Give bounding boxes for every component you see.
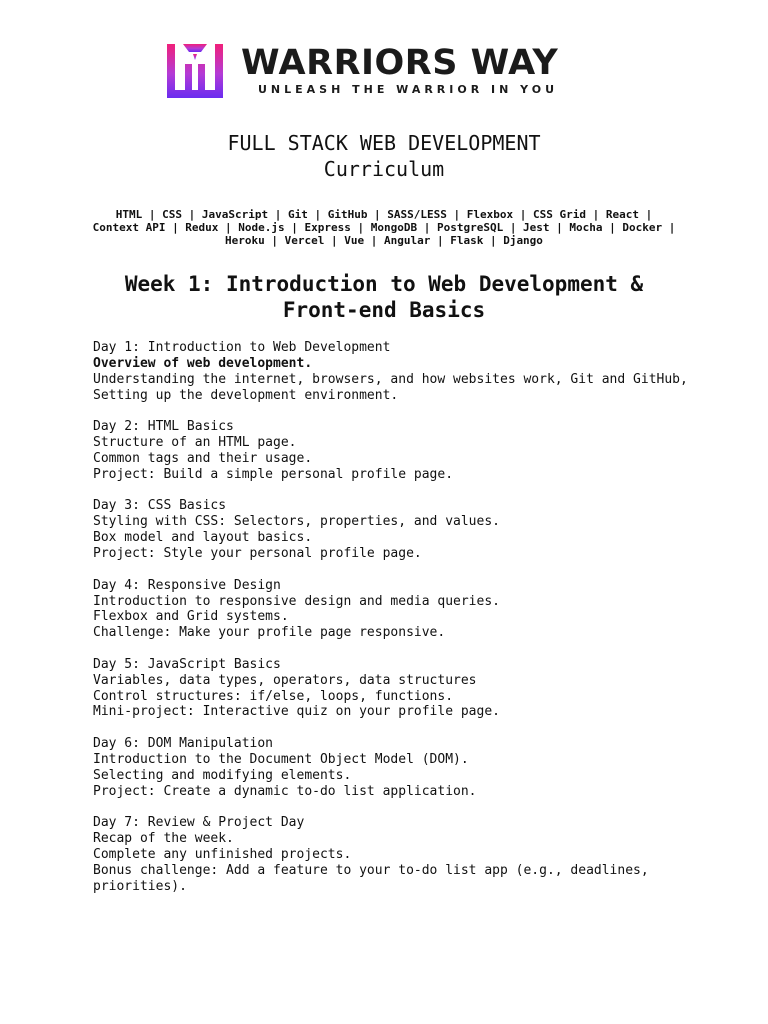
day-topic-line: Recap of the week. [93, 831, 234, 847]
day-topic-line: Structure of an HTML page. [93, 435, 297, 451]
day-2-section [93, 419, 703, 482]
day-topic-line: Project: Create a dynamic to-do list application. [93, 783, 477, 799]
brand-tagline: UNLEASH THE WARRIOR IN YOU [258, 83, 559, 96]
day-topic-line: Variables, data types, operators, data structures [93, 672, 477, 688]
page-title: FULL STACK WEB DEVELOPMENT [227, 131, 541, 155]
day-topic-line: Introduction to the Document Object Model (DOM). [93, 751, 469, 767]
page-subtitle: Curriculum [323, 157, 445, 181]
day-topic-line: Mini-project: Interactive quiz on your profile page. [93, 704, 500, 720]
day-topic-line: Project: Build a simple personal profile page. [93, 466, 454, 482]
day-topic-line: Understanding the internet, browsers, and how websites work, Git and GitHub, Setting up the development environment. [93, 371, 688, 403]
day-heading: Day 4: Responsive Design [93, 577, 281, 593]
day-7-section [93, 815, 703, 894]
day-1-section [93, 340, 703, 403]
day-topic-line: Overview of web development. [93, 355, 313, 371]
day-topic-line: Control structures: if/else, loops, functions. [93, 688, 454, 704]
day-6-section [93, 736, 703, 799]
day-5-section [93, 657, 703, 720]
day-heading: Day 2: HTML Basics [93, 419, 234, 435]
day-3-section [93, 498, 703, 561]
brand-logo [165, 42, 595, 102]
day-topic-line: Challenge: Make your profile page responsive. [93, 625, 446, 641]
day-topic-line: Introduction to responsive design and media queries. [93, 593, 500, 609]
day-heading: Day 5: JavaScript Basics [93, 656, 281, 672]
warriors-way-logo-icon [165, 42, 225, 100]
day-heading: Day 6: DOM Manipulation [93, 736, 274, 752]
day-topic-line: Box model and layout basics. [93, 530, 313, 546]
day-topic-line: Complete any unfinished projects. [93, 847, 352, 862]
day-heading: Day 1: Introduction to Web Development [93, 340, 391, 355]
title-block [0, 130, 768, 182]
day-4-section [93, 578, 703, 641]
week-title: Week 1: Introduction to Web Development & Front-end Basics [124, 272, 644, 322]
day-heading: Day 3: CSS Basics [93, 498, 227, 514]
day-topic-line: Common tags and their usage. [93, 450, 313, 466]
day-heading: Day 7: Review & Project Day [93, 815, 305, 831]
day-topic-line: Selecting and modifying elements. [93, 767, 352, 783]
day-topic-line: Flexbox and Grid systems. [93, 609, 289, 625]
brand-name: WARRIORS WAY [241, 43, 559, 83]
technology-list: HTML | CSS | JavaScript | Git | GitHub | SASS/LESS | Flexbox | CSS Grid | React | Context API | Redux | Node.js | Express | MongoDB | PostgreSQL | Jest | Mocha | Docker | Heroku | Vercel | Vue | Angular | Flask | Django [92, 208, 676, 247]
day-list [93, 340, 703, 910]
day-topic-line: Styling with CSS: Selectors, properties, and values. [93, 514, 500, 530]
day-topic-line: Bonus challenge: Add a feature to your to-do list app (e.g., deadlines, priorities). [93, 862, 649, 894]
day-topic-line: Project: Style your personal profile page. [93, 545, 422, 561]
